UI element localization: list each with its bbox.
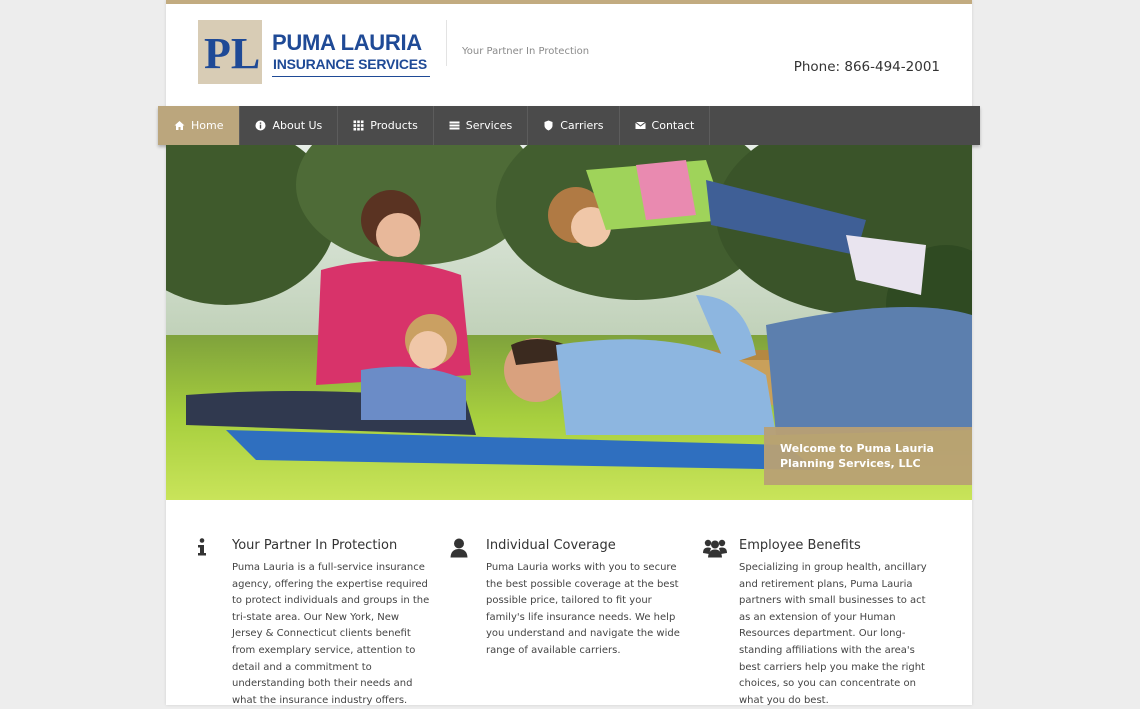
home-icon bbox=[174, 120, 185, 131]
nav-item-services[interactable] bbox=[434, 106, 528, 145]
logo-letters: PL bbox=[204, 29, 261, 78]
welcome-caption: Welcome to Puma Lauria Planning Services, LLC bbox=[764, 427, 972, 485]
logo-mark-icon bbox=[198, 20, 262, 84]
feature-title: Employee Benefits bbox=[739, 538, 861, 553]
nav-label: Contact bbox=[651, 119, 695, 132]
nav-label: About Us bbox=[272, 119, 323, 132]
info-circle-icon bbox=[255, 120, 266, 131]
nav-item-about-us[interactable] bbox=[240, 106, 338, 145]
feature-body: Specializing in group health, ancillary and retirement plans, Puma Lauria partners with small businesses to act as an extension of your Human Resources department. Our long-standing affiliations with the area's best carriers help you make the right choices, so you can concentrate on what you do best. bbox=[739, 562, 927, 706]
info-icon bbox=[196, 538, 208, 560]
nav-label: Services bbox=[465, 119, 513, 132]
logo[interactable] bbox=[198, 20, 262, 84]
group-icon bbox=[703, 538, 727, 562]
grid-icon bbox=[353, 120, 364, 131]
nav-item-home[interactable] bbox=[158, 106, 240, 145]
tagline: Your Partner In Protection bbox=[462, 46, 590, 57]
feature-body: Puma Lauria works with you to secure the best possible coverage at the best possible price, tailored to fit your family's life insurance needs. We help you understand and navigate the wide range of available carriers. bbox=[486, 562, 680, 656]
nav-label: Carriers bbox=[560, 119, 604, 132]
envelope-icon bbox=[635, 120, 646, 131]
hero-banner bbox=[166, 145, 972, 500]
shield-icon bbox=[543, 120, 554, 131]
main-nav bbox=[158, 106, 980, 145]
brand-subtitle: INSURANCE SERVICES bbox=[273, 56, 428, 72]
nav-label: Products bbox=[370, 119, 418, 132]
brand-name[interactable]: PUMA LAURIA bbox=[272, 30, 422, 55]
feature-title: Your Partner In Protection bbox=[232, 538, 398, 553]
phone-number: Phone: 866-494-2001 bbox=[793, 59, 940, 75]
nav-label: Home bbox=[191, 119, 224, 132]
nav-item-carriers[interactable] bbox=[528, 106, 619, 145]
nav-item-contact[interactable] bbox=[620, 106, 711, 145]
nav-item-products[interactable] bbox=[338, 106, 434, 145]
brand-underline bbox=[272, 76, 430, 77]
feature-body: Puma Lauria is a full-service insurance agency, offering the expertise required to protect individuals and groups in the tri-state area. Our New York, New Jersey & Connecticut clients benefit from exemplary service, attention to detail and a commitment to understanding both their needs and what the insurance industry offers. bbox=[232, 562, 430, 706]
user-icon bbox=[450, 538, 468, 562]
feature-title: Individual Coverage bbox=[486, 538, 616, 553]
list-icon bbox=[449, 120, 460, 131]
header-divider bbox=[446, 20, 447, 66]
